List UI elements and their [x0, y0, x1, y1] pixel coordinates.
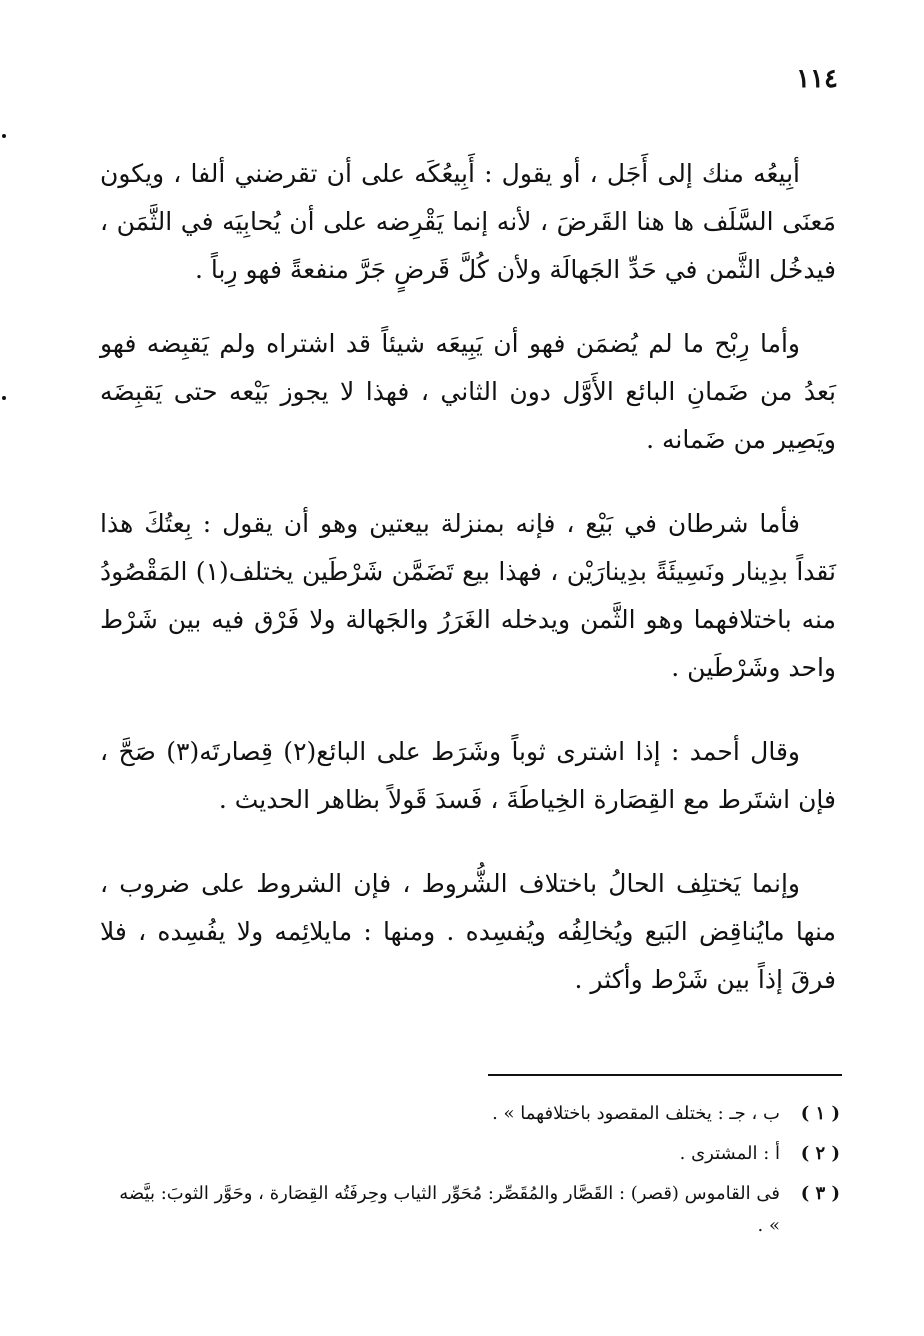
paragraph: وأما رِبْح ما لم يُضمَن فهو أن يَبِيعَه شيئاً قد اشتراه ولم يَقبِضه فهو بَعدُ من ضَمانِ البائع الأَوَّل دون الثاني ، فهذا لا يجوز بَيْعه حتى يَقبِضَه ويَصِير من ضَمانه .: [100, 329, 836, 454]
paragraph: وقال أحمد : إذا اشترى ثوباً وشَرَط على البائع(٢) قِصارتَه(٣) صَحَّ ، فإن اشتَرط مع القِصَارة الخِياطَةَ ، فَسدَ قَولاً بظاهر الحديث .: [100, 737, 836, 814]
footnote-text: فى القاموس (قصر) : القَصَّار والمُقَصِّر: مُحَوِّر الثياب وحِرفَتُه القِصَارة ، وحَوَّر الثوبَ: بيَّضه » .: [119, 1183, 780, 1236]
footnote-text: ب ، جـ : يختلف المقصود باختلافهما » .: [492, 1103, 780, 1124]
footnotes: [110, 1098, 840, 1250]
footnote-rule: [488, 1074, 842, 1076]
footnote: [110, 1098, 840, 1130]
footnote-number: ( ١ ): [800, 1103, 840, 1124]
footnote: [110, 1138, 840, 1170]
paragraph: أبِيعُه منك إلى أَجَل ، أو يقول : أَبِيعُكَه على أن تقرضني ألفا ، ويكون مَعنَى السَّلَف ها هنا القَرضَ ، لأنه إنما يَقْرِضه على أن يُحابِيَه في الثَّمَن ، فيدخُل الثَّمن في حَدِّ الجَهالَة ولأن كُلَّ قَرضٍ جَرَّ منفعةً فهو رِباً .: [100, 159, 836, 284]
margin-dot: [2, 396, 6, 400]
page-number: ١١٤: [796, 64, 838, 94]
footnote-number: ( ٣ ): [800, 1183, 840, 1204]
footnote-number: ( ٢ ): [800, 1143, 840, 1164]
footnote: [110, 1178, 840, 1242]
main-text: [100, 150, 836, 1040]
footnote-text: أ : المشترى .: [679, 1143, 780, 1164]
paragraph: فأما شرطان في بَيْع ، فإنه بمنزلة بيعتين وهو أن يقول : بِعتُكَ هذا نَقداً بدِينار ونَسِيئَةً بدِينارَيْن ، فهذا بيع تَضَمَّن شَرْطَين يختلف(١) المَقْصُودُ منه باختلافهما وهو الثَّمن ويدخله الغَرَرُ والجَهالة ولا فَرْق فيه بين شَرْط واحد وشَرْطَين .: [100, 509, 837, 682]
margin-dot: [2, 134, 6, 138]
paragraph: وإنما يَختلِف الحالُ باختلاف الشُّروط ، فإن الشروط على ضروب ، منها مايُناقِض البَيع ويُخالِفُه ويُفسِده . ومنها : مايلائِمه ولا يفُسِده ، فلا فرقَ إذاً بين شَرْط وأكثر .: [100, 869, 836, 994]
